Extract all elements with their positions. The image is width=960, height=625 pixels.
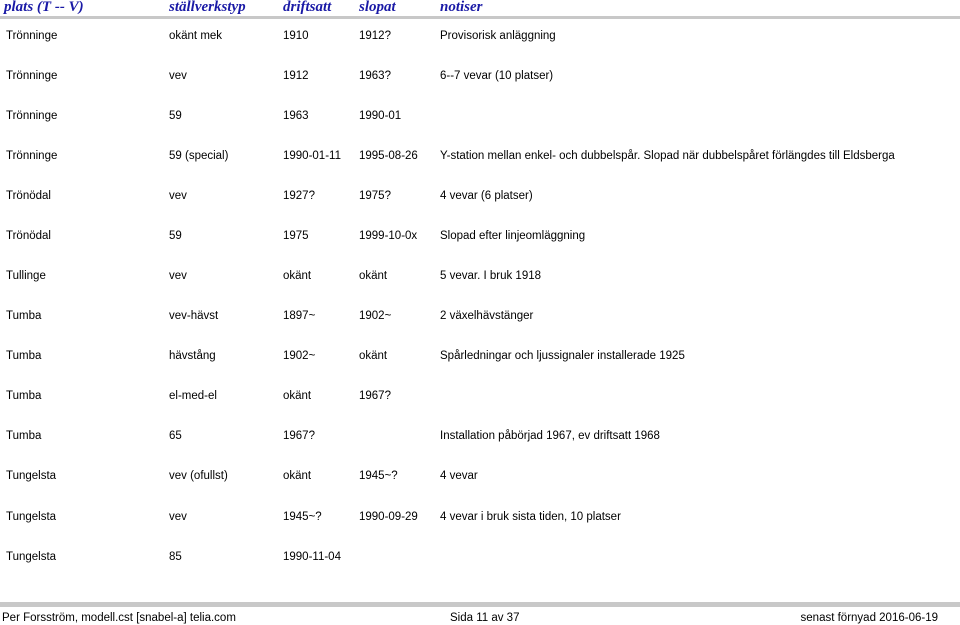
cell-driftsatt: 1927? xyxy=(283,190,315,202)
cell-slopat: 1912? xyxy=(359,30,391,42)
cell-notiser: 4 vevar (6 platser) xyxy=(440,190,533,202)
cell-driftsatt: okänt xyxy=(283,470,312,482)
cell-driftsatt: okänt xyxy=(283,270,312,282)
cell-plats: Tumba xyxy=(6,430,42,442)
cell-typ: el-med-el xyxy=(169,390,217,402)
cell-notiser: Provisorisk anläggning xyxy=(440,30,556,42)
header-plats: plats (T -- V) xyxy=(4,0,84,15)
cell-slopat: 1975? xyxy=(359,190,391,202)
cell-slopat: 1967? xyxy=(359,390,391,402)
cell-slopat: 1990-01 xyxy=(359,110,402,122)
cell-plats: Tumba xyxy=(6,310,42,322)
cell-typ: vev (ofullst) xyxy=(169,470,228,482)
cell-slopat: 1963? xyxy=(359,70,391,82)
table-row xyxy=(0,29,960,45)
header-slopat: slopat xyxy=(359,0,396,15)
cell-notiser: 6--7 vevar (10 platser) xyxy=(440,70,554,82)
cell-slopat: 1990-09-29 xyxy=(359,511,418,523)
cell-notiser: Installation påbörjad 1967, ev driftsatt 1968 xyxy=(440,430,660,442)
footer-page-number: Sida 11 av 37 xyxy=(450,612,520,624)
header-divider xyxy=(0,16,960,19)
cell-notiser: 4 vevar i bruk sista tiden, 10 platser xyxy=(440,511,621,523)
cell-plats: Tumba xyxy=(6,390,42,402)
cell-typ: 65 xyxy=(169,430,182,442)
cell-plats: Trönninge xyxy=(6,110,58,122)
table-row xyxy=(0,510,960,526)
table-row xyxy=(0,229,960,245)
table-row xyxy=(0,109,960,125)
table-row xyxy=(0,149,960,165)
cell-driftsatt: 1990-11-04 xyxy=(283,551,341,563)
cell-plats: Tumba xyxy=(6,350,42,362)
footer-divider xyxy=(0,602,960,607)
cell-driftsatt: 1945~? xyxy=(283,511,322,523)
cell-plats: Tungelsta xyxy=(6,470,57,482)
cell-notiser: Spårledningar och ljussignaler installerade 1925 xyxy=(440,350,685,362)
cell-notiser: 5 vevar. I bruk 1918 xyxy=(440,270,542,282)
table-row xyxy=(0,269,960,285)
cell-typ: 59 xyxy=(169,230,182,242)
cell-typ: okänt mek xyxy=(169,30,223,42)
cell-typ: vev xyxy=(169,511,187,523)
cell-slopat: okänt xyxy=(359,350,388,362)
cell-plats: Tungelsta xyxy=(6,511,57,523)
cell-slopat: okänt xyxy=(359,270,388,282)
cell-plats: Tullinge xyxy=(6,270,46,282)
cell-driftsatt: 1897~ xyxy=(283,310,316,322)
cell-driftsatt: 1910 xyxy=(283,30,309,42)
footer-author: Per Forsström, modell.cst [snabel-a] telia.com xyxy=(2,612,236,624)
cell-plats: Trönninge xyxy=(6,70,58,82)
header-notiser: notiser xyxy=(440,0,483,15)
cell-slopat: 1999-10-0x xyxy=(359,230,418,242)
cell-slopat: 1945~? xyxy=(359,470,398,482)
cell-driftsatt: 1963 xyxy=(283,110,309,122)
cell-typ: hävstång xyxy=(169,350,216,362)
cell-typ: 85 xyxy=(169,551,182,563)
cell-plats: Trönödal xyxy=(6,190,51,202)
cell-notiser: Slopad efter linjeomläggning xyxy=(440,230,586,242)
cell-driftsatt: 1902~ xyxy=(283,350,316,362)
cell-slopat: 1902~ xyxy=(359,310,392,322)
cell-typ: vev xyxy=(169,190,187,202)
cell-plats: Trönödal xyxy=(6,230,51,242)
header-driftsatt: driftsatt xyxy=(283,0,332,15)
cell-typ: vev-hävst xyxy=(169,310,219,322)
cell-typ: vev xyxy=(169,70,187,82)
cell-plats: Trönninge xyxy=(6,150,58,162)
table-row xyxy=(0,349,960,365)
table-row xyxy=(0,69,960,85)
cell-notiser: 2 växelhävstänger xyxy=(440,310,534,322)
cell-notiser: Y-station mellan enkel- och dubbelspår. Slopad när dubbelspåret förlängdes till Eldsberga xyxy=(440,150,895,162)
cell-slopat: 1995-08-26 xyxy=(359,150,418,162)
table-row xyxy=(0,189,960,205)
table-header xyxy=(0,0,960,16)
table-row xyxy=(0,429,960,445)
table-row xyxy=(0,550,960,566)
cell-driftsatt: 1912 xyxy=(283,70,309,82)
cell-plats: Trönninge xyxy=(6,30,58,42)
table-row xyxy=(0,469,960,485)
cell-plats: Tungelsta xyxy=(6,551,57,563)
table-row xyxy=(0,389,960,405)
cell-driftsatt: 1990-01-11 xyxy=(283,150,341,162)
cell-driftsatt: 1967? xyxy=(283,430,315,442)
cell-notiser: 4 vevar xyxy=(440,470,478,482)
table-row xyxy=(0,309,960,325)
cell-typ: 59 (special) xyxy=(169,150,229,162)
header-stallverkstyp: ställverkstyp xyxy=(169,0,246,15)
footer-updated-date: senast förnyad 2016-06-19 xyxy=(800,612,938,624)
cell-typ: 59 xyxy=(169,110,182,122)
cell-driftsatt: okänt xyxy=(283,390,312,402)
cell-driftsatt: 1975 xyxy=(283,230,309,242)
cell-typ: vev xyxy=(169,270,187,282)
